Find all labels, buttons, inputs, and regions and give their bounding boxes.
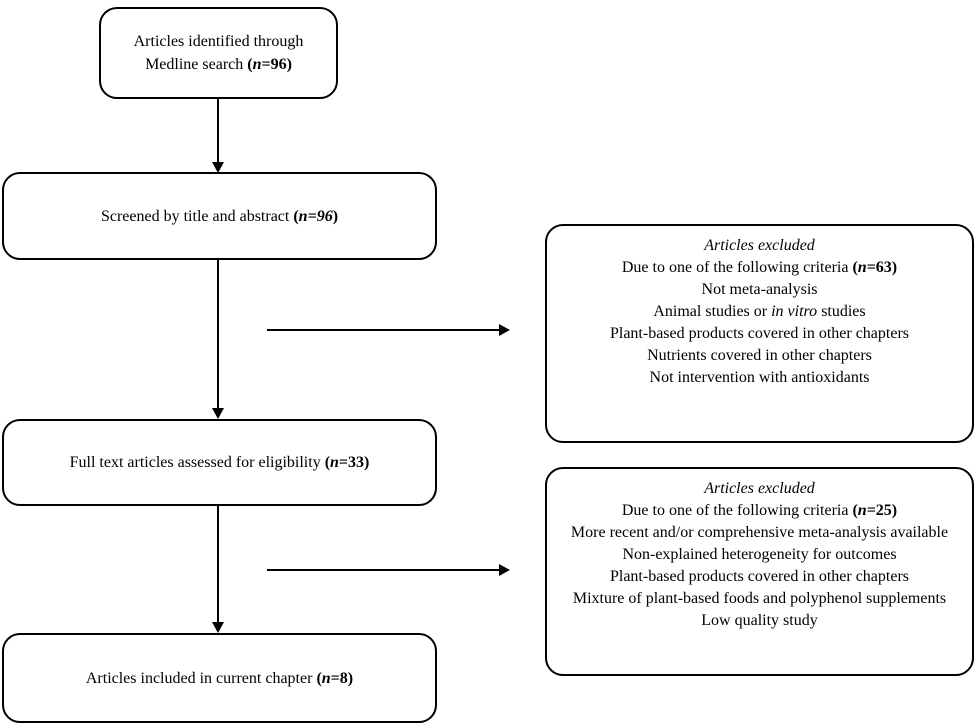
text-line: Nutrients covered in other chapters xyxy=(647,347,872,364)
text-line: Articles identified through xyxy=(133,33,304,50)
arrowhead-right-fulltext-to-excluded xyxy=(499,564,510,576)
text-line: Plant-based products covered in other chapters xyxy=(609,568,909,585)
arrow-fulltext-to-excluded xyxy=(267,569,499,571)
box-articles-included-text xyxy=(4,667,435,690)
arrow-screened-to-excluded xyxy=(267,329,499,331)
text-line: Mixture of plant-based foods and polyphenol supplements xyxy=(572,590,947,607)
text-line: Screened by title and abstract (n=96) xyxy=(100,207,339,225)
box-screened xyxy=(2,172,437,260)
text-line: Animal studies or in vitro studies xyxy=(653,303,866,320)
text-line: Non-explained heterogeneity for outcomes xyxy=(622,546,897,563)
box-excluded-fulltext-text xyxy=(559,478,960,632)
text-line: Due to one of the following criteria (n=63) xyxy=(621,259,898,276)
box-excluded-screening-text xyxy=(559,235,960,389)
box-excluded-screening xyxy=(545,224,974,443)
text-line: Full text articles assessed for eligibility (n=33) xyxy=(69,454,370,471)
text-line: More recent and/or comprehensive meta-analysis available xyxy=(570,524,949,541)
box-excluded-fulltext xyxy=(545,467,974,676)
text-line: Articles included in current chapter (n=8) xyxy=(85,669,354,687)
arrow-identified-to-screened xyxy=(217,99,219,162)
text-line: Low quality study xyxy=(701,612,818,629)
arrowhead-down-screened-to-fulltext xyxy=(212,408,224,419)
box-screened-text xyxy=(4,205,435,228)
text-line: Plant-based products covered in other chapters xyxy=(609,325,909,342)
box-articles-identified xyxy=(99,7,338,99)
text-line: Articles excluded xyxy=(704,480,815,497)
arrowhead-right-screened-to-excluded xyxy=(499,324,510,336)
text-line: Articles excluded xyxy=(704,237,815,254)
text-line: Not meta-analysis xyxy=(701,281,818,298)
box-articles-identified-text xyxy=(101,30,336,76)
arrow-screened-to-fulltext xyxy=(217,260,219,408)
box-fulltext-assessed xyxy=(2,419,437,506)
arrowhead-down-fulltext-to-included xyxy=(212,622,224,633)
text-line: Due to one of the following criteria (n=25) xyxy=(621,502,898,519)
box-fulltext-assessed-text xyxy=(4,451,435,474)
box-articles-included xyxy=(2,633,437,723)
arrow-fulltext-to-included xyxy=(217,506,219,622)
text-line: Medline search (n=96) xyxy=(145,56,292,73)
text-line: Not intervention with antioxidants xyxy=(649,369,870,386)
